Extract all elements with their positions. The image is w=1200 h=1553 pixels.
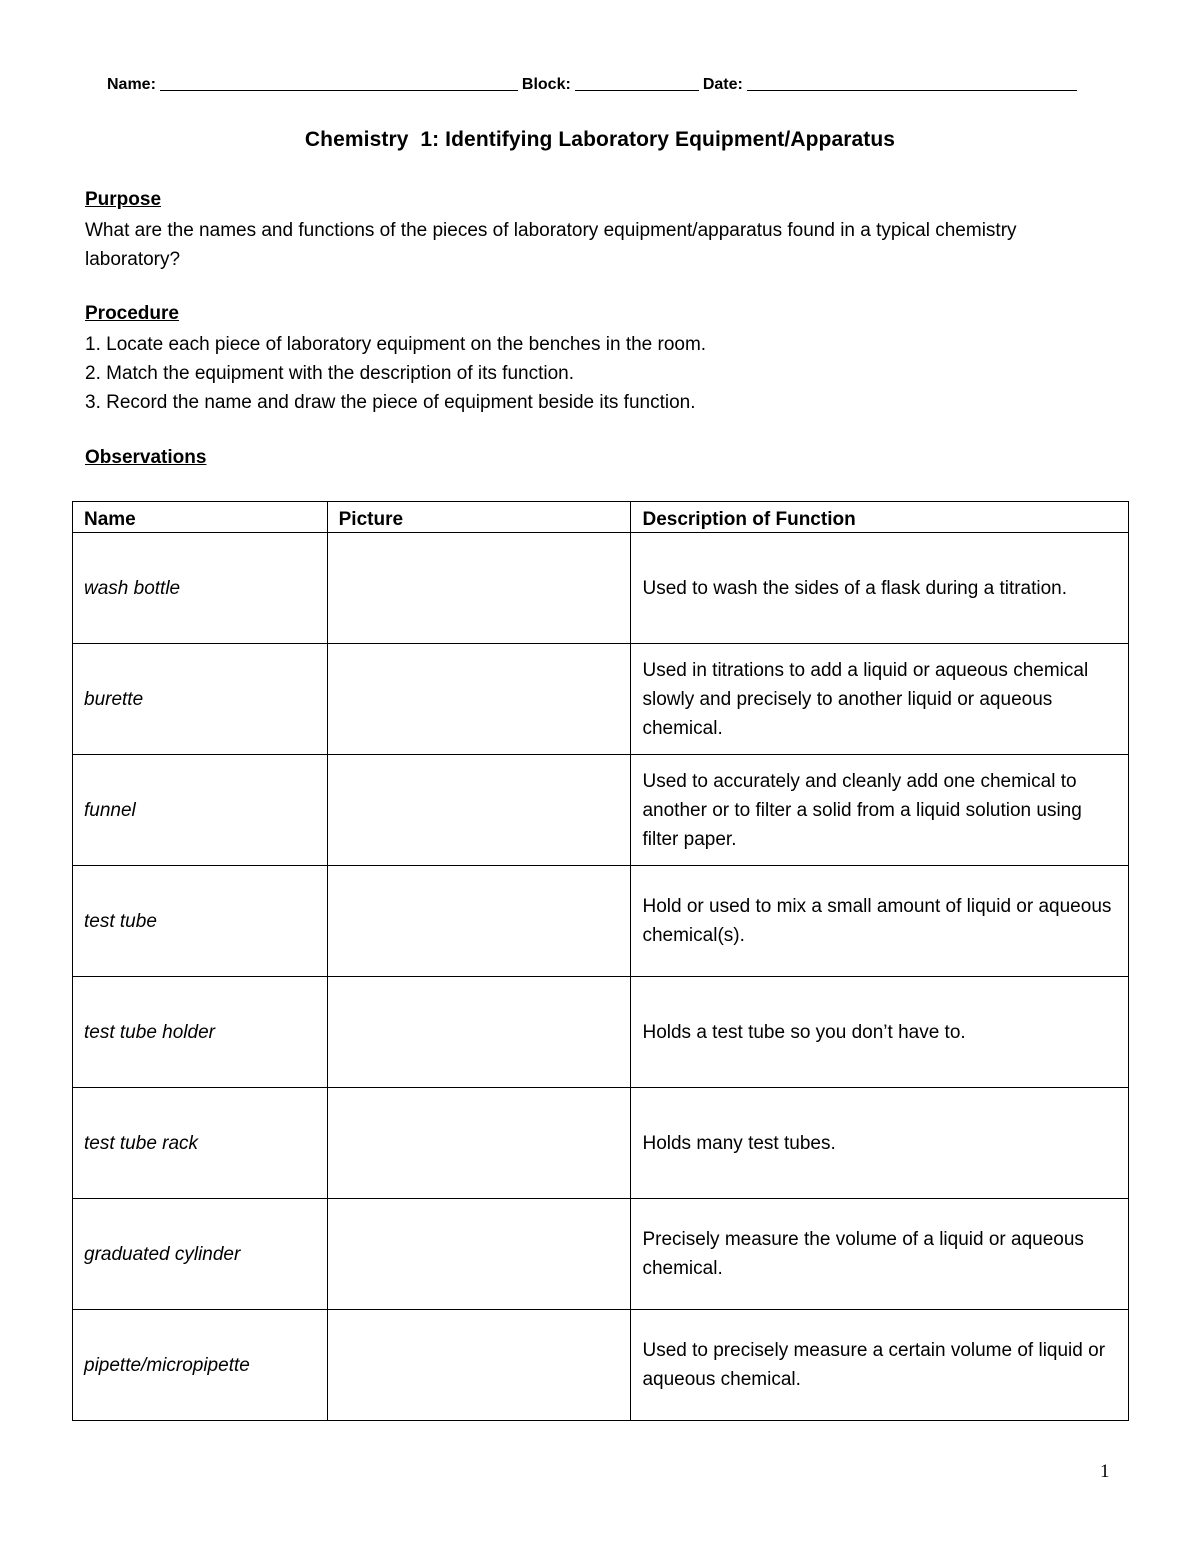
picture-cell[interactable] bbox=[327, 644, 631, 755]
page-number: 1 bbox=[1100, 1461, 1110, 1482]
function-description: Used in titrations to add a liquid or aqueous chemical slowly and precisely to another liquid or aqueous chemical. bbox=[631, 644, 1129, 755]
column-header-name: Name bbox=[73, 502, 328, 533]
observations-heading: Observations bbox=[85, 447, 207, 468]
picture-cell[interactable] bbox=[327, 533, 631, 644]
picture-cell[interactable] bbox=[327, 1088, 631, 1199]
table-row bbox=[73, 533, 1129, 644]
procedure-step: 2. Match the equipment with the description of its function. bbox=[85, 363, 574, 384]
picture-cell[interactable] bbox=[327, 866, 631, 977]
page-title: Chemistry 1: Identifying Laboratory Equipment/Apparatus bbox=[304, 128, 896, 151]
picture-cell[interactable] bbox=[327, 977, 631, 1088]
name-label: Name: bbox=[107, 76, 156, 93]
column-header-picture: Picture bbox=[327, 502, 631, 533]
equipment-name: graduated cylinder bbox=[73, 1199, 328, 1310]
date-field[interactable] bbox=[747, 74, 1077, 91]
table-row bbox=[73, 1199, 1129, 1310]
equipment-name: wash bottle bbox=[73, 533, 328, 644]
equipment-name: test tube rack bbox=[73, 1088, 328, 1199]
function-description: Hold or used to mix a small amount of liquid or aqueous chemical(s). bbox=[631, 866, 1129, 977]
equipment-name: test tube holder bbox=[73, 977, 328, 1088]
table-row bbox=[73, 755, 1129, 866]
equipment-name: test tube bbox=[73, 866, 328, 977]
function-description: Used to accurately and cleanly add one chemical to another or to filter a solid from a liquid solution using filter paper. bbox=[631, 755, 1129, 866]
column-header-description: Description of Function bbox=[631, 502, 1129, 533]
procedure-step: 1. Locate each piece of laboratory equipment on the benches in the room. bbox=[85, 334, 707, 355]
purpose-text: What are the names and functions of the pieces of laboratory equipment/apparatus found in a typical chemistry laboratory? bbox=[85, 220, 1017, 270]
block-field[interactable] bbox=[575, 74, 699, 91]
function-description: Holds many test tubes. bbox=[631, 1088, 1129, 1199]
table-row bbox=[73, 644, 1129, 755]
table-row bbox=[73, 977, 1129, 1088]
procedure-heading: Procedure bbox=[85, 303, 179, 324]
picture-cell[interactable] bbox=[327, 1310, 631, 1421]
equipment-name: burette bbox=[73, 644, 328, 755]
function-description: Used to wash the sides of a flask during a titration. bbox=[631, 533, 1129, 644]
procedure-list bbox=[85, 330, 706, 417]
date-label: Date: bbox=[702, 76, 743, 93]
table-row bbox=[73, 866, 1129, 977]
purpose-heading: Purpose bbox=[85, 189, 162, 210]
procedure-step: 3. Record the name and draw the piece of equipment beside its function. bbox=[85, 392, 696, 413]
table-row bbox=[73, 1088, 1129, 1199]
picture-cell[interactable] bbox=[327, 1199, 631, 1310]
student-info-line bbox=[107, 72, 1107, 94]
name-field[interactable] bbox=[160, 74, 518, 91]
picture-cell[interactable] bbox=[327, 755, 631, 866]
equipment-name: pipette/micropipette bbox=[73, 1310, 328, 1421]
function-description: Holds a test tube so you don’t have to. bbox=[631, 977, 1129, 1088]
block-label: Block: bbox=[521, 76, 571, 93]
equipment-name: funnel bbox=[73, 755, 328, 866]
function-description: Precisely measure the volume of a liquid or aqueous chemical. bbox=[631, 1199, 1129, 1310]
observations-table bbox=[72, 501, 1129, 1421]
table-row bbox=[73, 1310, 1129, 1421]
function-description: Used to precisely measure a certain volume of liquid or aqueous chemical. bbox=[631, 1310, 1129, 1421]
table-header-row bbox=[73, 502, 1129, 533]
